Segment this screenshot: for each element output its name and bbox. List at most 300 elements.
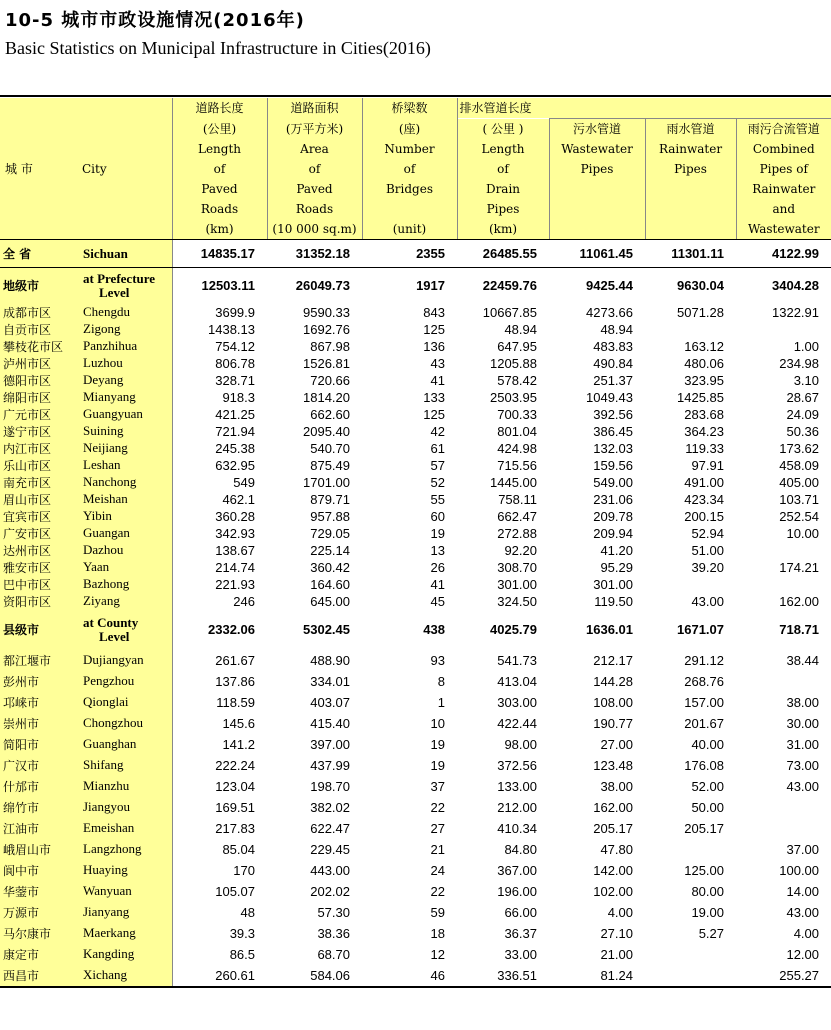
value-cell: 142.00 bbox=[593, 862, 633, 878]
table-row bbox=[0, 321, 831, 338]
header-bridges-unit-cn: (座) bbox=[362, 119, 457, 140]
value-cell: 138.67 bbox=[215, 542, 255, 558]
value-cell bbox=[736, 818, 831, 839]
value-cell: 443.00 bbox=[310, 862, 350, 878]
table-row bbox=[0, 734, 831, 755]
value-cell: 119.33 bbox=[685, 440, 724, 456]
top-rule bbox=[0, 95, 831, 97]
city-cn: 内江市区 bbox=[0, 440, 77, 457]
city-en: Mianyang bbox=[77, 389, 172, 406]
value-cell: 22 bbox=[430, 799, 445, 815]
city-en: Meishan bbox=[77, 491, 172, 508]
value-cell: 66.00 bbox=[504, 904, 537, 920]
value-cell: 123.04 bbox=[215, 778, 255, 794]
value-cell: 43 bbox=[430, 355, 445, 371]
value-cell: 1917 bbox=[416, 278, 445, 294]
value-cell: 27.10 bbox=[600, 925, 633, 941]
value-cell: 59 bbox=[430, 904, 445, 920]
city-cn: 广安市区 bbox=[0, 525, 77, 542]
city-en: Panzhihua bbox=[77, 338, 172, 355]
city-en: Jiangyou bbox=[77, 797, 172, 818]
value-cell: 10 bbox=[430, 715, 445, 731]
value-cell: 1692.76 bbox=[303, 321, 350, 337]
header-city-en: City bbox=[77, 98, 172, 240]
value-cell: 801.04 bbox=[497, 423, 537, 439]
table-row bbox=[0, 576, 831, 593]
city-en: Maerkang bbox=[77, 923, 172, 944]
city-cn: 绵竹市 bbox=[0, 797, 77, 818]
value-cell: 190.77 bbox=[593, 715, 633, 731]
value-cell: 103.71 bbox=[779, 491, 820, 507]
city-en: Sichuan bbox=[77, 240, 172, 268]
value-cell: 662.60 bbox=[310, 406, 350, 422]
value-cell: 1526.81 bbox=[303, 355, 350, 371]
header-rain-en-1: Rainwater bbox=[645, 139, 736, 159]
city-en-line2: Level bbox=[99, 284, 130, 300]
value-cell: 85.04 bbox=[222, 841, 255, 857]
value-cell: 26049.73 bbox=[295, 278, 350, 294]
value-cell: 843 bbox=[423, 304, 445, 320]
value-cell: 662.47 bbox=[497, 508, 537, 524]
value-cell: 33.00 bbox=[504, 946, 537, 962]
city-cn: 西昌市 bbox=[0, 965, 77, 986]
table-row bbox=[0, 818, 831, 839]
value-cell: 5.27 bbox=[698, 925, 724, 941]
value-cell: 201.67 bbox=[684, 715, 724, 731]
value-cell: 47.80 bbox=[600, 841, 633, 857]
value-cell: 1671.07 bbox=[677, 622, 724, 637]
value-cell: 176.08 bbox=[684, 757, 724, 773]
table-row bbox=[0, 755, 831, 776]
value-cell: 13 bbox=[430, 542, 445, 558]
value-cell: 622.47 bbox=[310, 820, 350, 836]
value-cell: 38.00 bbox=[786, 694, 820, 710]
header-bridges-en-3: Bridges bbox=[362, 179, 457, 199]
header-area-cn: 道路面积 bbox=[267, 98, 362, 119]
value-cell: 10.00 bbox=[786, 525, 820, 541]
value-cell: 198.70 bbox=[310, 778, 350, 794]
city-en: Guangyuan bbox=[77, 406, 172, 423]
value-cell: 413.04 bbox=[497, 673, 537, 689]
value-cell: 632.95 bbox=[215, 457, 255, 473]
value-cell: 68.70 bbox=[317, 946, 350, 962]
header-bridges-en-1: Number bbox=[362, 139, 457, 159]
value-cell: 700.33 bbox=[497, 406, 537, 422]
value-cell: 95.29 bbox=[600, 559, 633, 575]
value-cell: 27 bbox=[430, 820, 445, 836]
table-row bbox=[0, 491, 831, 508]
header-combined-en-2: Pipes of bbox=[736, 159, 831, 179]
value-cell: 50.00 bbox=[691, 799, 724, 815]
value-cell: 1425.85 bbox=[677, 389, 724, 405]
value-cell: 437.99 bbox=[310, 757, 350, 773]
city-cn: 南充市区 bbox=[0, 474, 77, 491]
value-cell: 386.45 bbox=[593, 423, 633, 439]
table-row bbox=[0, 692, 831, 713]
value-cell: 209.94 bbox=[593, 525, 633, 541]
value-cell: 196.00 bbox=[497, 883, 537, 899]
value-cell: 217.83 bbox=[215, 820, 255, 836]
value-cell: 52.00 bbox=[691, 778, 724, 794]
table-row bbox=[0, 240, 831, 268]
table-row bbox=[0, 423, 831, 440]
value-cell: 421.25 bbox=[215, 406, 255, 422]
value-cell: 173.62 bbox=[779, 440, 820, 456]
infrastructure-table bbox=[0, 98, 831, 986]
value-cell: 11301.11 bbox=[645, 240, 736, 268]
header-roads-unit-cn: (公里) bbox=[172, 119, 267, 140]
value-cell: 458.09 bbox=[779, 457, 820, 473]
value-cell bbox=[645, 321, 736, 338]
value-cell: 540.70 bbox=[310, 440, 350, 456]
city-en: Luzhou bbox=[77, 355, 172, 372]
value-cell: 205.17 bbox=[593, 820, 633, 836]
value-cell: 97.91 bbox=[691, 457, 724, 473]
value-cell: 48.94 bbox=[504, 321, 537, 337]
value-cell: 39.3 bbox=[229, 925, 255, 941]
value-cell: 255.27 bbox=[779, 967, 820, 983]
value-cell: 405.00 bbox=[779, 474, 820, 490]
value-cell: 875.49 bbox=[310, 457, 350, 473]
value-cell: 12 bbox=[430, 946, 445, 962]
value-cell: 308.70 bbox=[497, 559, 537, 575]
header-city-cn: 城 市 bbox=[0, 98, 77, 240]
value-cell bbox=[736, 321, 831, 338]
value-cell: 19 bbox=[430, 736, 445, 752]
city-en: Nanchong bbox=[77, 474, 172, 491]
value-cell: 328.71 bbox=[215, 372, 255, 388]
city-en: Huaying bbox=[77, 860, 172, 881]
city-en: Kangding bbox=[77, 944, 172, 965]
value-cell: 14835.17 bbox=[172, 240, 267, 268]
value-cell: 252.54 bbox=[779, 508, 820, 524]
city-en: Guangan bbox=[77, 525, 172, 542]
value-cell: 81.24 bbox=[600, 967, 633, 983]
value-cell: 38.00 bbox=[600, 778, 633, 794]
value-cell: 102.00 bbox=[593, 883, 633, 899]
city-en: Emeishan bbox=[77, 818, 172, 839]
value-cell bbox=[736, 542, 831, 559]
value-cell: 162.00 bbox=[779, 593, 820, 609]
value-cell: 718.71 bbox=[779, 622, 820, 637]
value-cell: 19 bbox=[430, 525, 445, 541]
value-cell: 9630.04 bbox=[677, 278, 724, 294]
value-cell: 1.00 bbox=[793, 338, 820, 354]
value-cell: 403.07 bbox=[310, 694, 350, 710]
header-drain-unit-cn: ( 公里 ) bbox=[457, 119, 549, 140]
value-cell: 26485.55 bbox=[457, 240, 549, 268]
table-header bbox=[0, 98, 831, 240]
value-cell: 245.38 bbox=[215, 440, 255, 456]
header-bridges-unit: (unit) bbox=[362, 219, 457, 240]
city-cn: 康定市 bbox=[0, 944, 77, 965]
value-cell: 1814.20 bbox=[303, 389, 350, 405]
value-cell: 159.56 bbox=[593, 457, 633, 473]
header-rain-en-2: Pipes bbox=[645, 159, 736, 179]
city-cn: 遂宁市区 bbox=[0, 423, 77, 440]
header-combined-en-4: and bbox=[736, 199, 831, 219]
value-cell: 12.00 bbox=[786, 946, 820, 962]
value-cell: 1049.43 bbox=[586, 389, 633, 405]
value-cell: 157.00 bbox=[684, 694, 724, 710]
header-combined-en-1: Combined bbox=[736, 139, 831, 159]
value-cell: 51.00 bbox=[691, 542, 724, 558]
table-row bbox=[0, 902, 831, 923]
header-area-en-2: of bbox=[267, 159, 362, 179]
city-cn: 自贡市区 bbox=[0, 321, 77, 338]
value-cell: 729.05 bbox=[310, 525, 350, 541]
value-cell: 108.00 bbox=[593, 694, 633, 710]
city-cn: 万源市 bbox=[0, 902, 77, 923]
city-en: Yibin bbox=[77, 508, 172, 525]
value-cell: 30.00 bbox=[786, 715, 820, 731]
value-cell: 50.36 bbox=[786, 423, 820, 439]
city-cn: 峨眉山市 bbox=[0, 839, 77, 860]
header-bridges-en-2: of bbox=[362, 159, 457, 179]
table-row bbox=[0, 508, 831, 525]
table-row bbox=[0, 525, 831, 542]
value-cell: 48 bbox=[240, 904, 255, 920]
value-cell: 209.78 bbox=[593, 508, 633, 524]
header-drain-top: 排水管道长度 bbox=[457, 98, 831, 119]
value-cell: 647.95 bbox=[497, 338, 537, 354]
city-cn: 绵阳市区 bbox=[0, 389, 77, 406]
value-cell: 234.98 bbox=[779, 355, 820, 371]
value-cell: 867.98 bbox=[310, 338, 350, 354]
value-cell: 3.10 bbox=[793, 372, 820, 388]
value-cell: 260.61 bbox=[215, 967, 255, 983]
value-cell: 806.78 bbox=[215, 355, 255, 371]
value-cell: 22459.76 bbox=[482, 278, 537, 294]
value-cell: 174.21 bbox=[779, 559, 820, 575]
city-en bbox=[77, 268, 172, 304]
table-row bbox=[0, 610, 831, 650]
value-cell: 9590.33 bbox=[303, 304, 350, 320]
value-cell: 1636.01 bbox=[586, 622, 633, 637]
city-en: Ziyang bbox=[77, 593, 172, 610]
city-en: Langzhong bbox=[77, 839, 172, 860]
value-cell: 22 bbox=[430, 883, 445, 899]
value-cell: 214.74 bbox=[215, 559, 255, 575]
value-cell: 415.40 bbox=[310, 715, 350, 731]
header-area-en-3: Paved bbox=[267, 179, 362, 199]
city-en: Pengzhou bbox=[77, 671, 172, 692]
value-cell: 9425.44 bbox=[586, 278, 633, 294]
value-cell: 438 bbox=[423, 622, 445, 637]
city-cn: 达州市区 bbox=[0, 542, 77, 559]
table-row bbox=[0, 406, 831, 423]
page-title-en: Basic Statistics on Municipal Infrastructure in Cities(2016) bbox=[5, 38, 431, 58]
city-cn: 眉山市区 bbox=[0, 491, 77, 508]
value-cell: 360.28 bbox=[215, 508, 255, 524]
value-cell: 100.00 bbox=[779, 862, 820, 878]
value-cell: 200.15 bbox=[684, 508, 724, 524]
table-row bbox=[0, 355, 831, 372]
city-cn: 邛崃市 bbox=[0, 692, 77, 713]
value-cell: 754.12 bbox=[215, 338, 255, 354]
table-row bbox=[0, 559, 831, 576]
value-cell: 205.17 bbox=[684, 820, 724, 836]
value-cell: 26 bbox=[430, 559, 445, 575]
city-cn: 都江堰市 bbox=[0, 650, 77, 671]
city-cn: 泸州市区 bbox=[0, 355, 77, 372]
value-cell: 123.48 bbox=[593, 757, 633, 773]
table-row bbox=[0, 593, 831, 610]
value-cell: 1322.91 bbox=[772, 304, 820, 320]
value-cell: 1 bbox=[437, 694, 445, 710]
value-cell: 212.17 bbox=[593, 652, 633, 668]
value-cell: 382.02 bbox=[310, 799, 350, 815]
value-cell: 246 bbox=[233, 593, 255, 609]
value-cell: 225.14 bbox=[310, 542, 350, 558]
city-en: Jianyang bbox=[77, 902, 172, 923]
header-roads-en-3: Paved bbox=[172, 179, 267, 199]
value-cell: 645.00 bbox=[310, 593, 350, 609]
city-en: Qionglai bbox=[77, 692, 172, 713]
city-en: Leshan bbox=[77, 457, 172, 474]
header-roads-en-2: of bbox=[172, 159, 267, 179]
value-cell: 480.06 bbox=[684, 355, 724, 371]
value-cell bbox=[645, 839, 736, 860]
value-cell bbox=[736, 797, 831, 818]
value-cell: 119.50 bbox=[594, 593, 633, 609]
city-en: Suining bbox=[77, 423, 172, 440]
value-cell: 36.37 bbox=[504, 925, 537, 941]
header-roads-en-1: Length bbox=[172, 139, 267, 159]
table-row bbox=[0, 304, 831, 321]
value-cell: 41 bbox=[430, 576, 445, 592]
city-cn: 什邡市 bbox=[0, 776, 77, 797]
value-cell: 73.00 bbox=[786, 757, 820, 773]
value-cell: 918.3 bbox=[222, 389, 255, 405]
value-cell: 392.56 bbox=[593, 406, 633, 422]
city-cn: 雅安市区 bbox=[0, 559, 77, 576]
value-cell: 43.00 bbox=[786, 778, 820, 794]
value-cell: 43.00 bbox=[786, 904, 820, 920]
table-row bbox=[0, 965, 831, 986]
city-cn: 彭州市 bbox=[0, 671, 77, 692]
header-roads-unit: (km) bbox=[172, 219, 267, 240]
city-cn: 简阳市 bbox=[0, 734, 77, 755]
city-en: Wanyuan bbox=[77, 881, 172, 902]
value-cell: 133.00 bbox=[497, 778, 537, 794]
value-cell: 212.00 bbox=[497, 799, 537, 815]
value-cell: 92.20 bbox=[504, 542, 537, 558]
value-cell: 2355 bbox=[362, 240, 457, 268]
city-en: Bazhong bbox=[77, 576, 172, 593]
header-wastewater-cn: 污水管道 bbox=[549, 119, 645, 140]
value-cell: 424.98 bbox=[497, 440, 537, 456]
value-cell: 125 bbox=[423, 406, 445, 422]
city-en: Dazhou bbox=[77, 542, 172, 559]
city-en-line1: at Prefecture bbox=[83, 270, 156, 286]
city-en: Guanghan bbox=[77, 734, 172, 755]
city-cn: 巴中市区 bbox=[0, 576, 77, 593]
value-cell: 136 bbox=[423, 338, 445, 354]
header-area-en-1: Area bbox=[267, 139, 362, 159]
table-row bbox=[0, 389, 831, 406]
value-cell: 758.11 bbox=[498, 491, 537, 507]
value-cell: 721.94 bbox=[215, 423, 255, 439]
value-cell: 334.01 bbox=[310, 673, 350, 689]
value-cell: 133 bbox=[423, 389, 445, 405]
value-cell: 24 bbox=[430, 862, 445, 878]
value-cell bbox=[645, 944, 736, 965]
value-cell: 8 bbox=[437, 673, 445, 689]
value-cell: 3404.28 bbox=[772, 278, 820, 294]
table-body bbox=[0, 240, 831, 986]
value-cell: 715.56 bbox=[497, 457, 537, 473]
city-cn: 地级市 bbox=[0, 268, 77, 304]
value-cell: 41 bbox=[430, 372, 445, 388]
value-cell: 105.07 bbox=[215, 883, 255, 899]
city-cn: 阆中市 bbox=[0, 860, 77, 881]
city-cn: 马尔康市 bbox=[0, 923, 77, 944]
city-en: Zigong bbox=[77, 321, 172, 338]
value-cell: 137.86 bbox=[215, 673, 255, 689]
value-cell: 37 bbox=[430, 778, 445, 794]
value-cell: 336.51 bbox=[497, 967, 537, 983]
value-cell: 490.84 bbox=[593, 355, 633, 371]
value-cell: 18 bbox=[430, 925, 445, 941]
city-en: Chongzhou bbox=[77, 713, 172, 734]
header-drain-en-3: Drain bbox=[457, 179, 549, 199]
value-cell: 170 bbox=[233, 862, 255, 878]
header-drain-unit: (km) bbox=[457, 219, 549, 240]
table-row bbox=[0, 650, 831, 671]
table-row bbox=[0, 268, 831, 304]
value-cell: 38.44 bbox=[786, 652, 820, 668]
city-en: Dujiangyan bbox=[77, 650, 172, 671]
value-cell: 5302.45 bbox=[303, 622, 350, 637]
value-cell: 957.88 bbox=[310, 508, 350, 524]
value-cell: 1445.00 bbox=[490, 474, 537, 490]
value-cell: 410.34 bbox=[497, 820, 537, 836]
value-cell: 169.51 bbox=[215, 799, 255, 815]
value-cell: 342.93 bbox=[215, 525, 255, 541]
value-cell: 324.50 bbox=[497, 593, 537, 609]
value-cell: 21 bbox=[430, 841, 445, 857]
value-cell: 268.76 bbox=[684, 673, 724, 689]
city-en: Deyang bbox=[77, 372, 172, 389]
value-cell: 879.71 bbox=[310, 491, 350, 507]
table-row bbox=[0, 338, 831, 355]
value-cell: 231.06 bbox=[593, 491, 633, 507]
city-cn: 乐山市区 bbox=[0, 457, 77, 474]
value-cell: 52 bbox=[430, 474, 445, 490]
table-row bbox=[0, 839, 831, 860]
value-cell: 367.00 bbox=[497, 862, 537, 878]
value-cell: 11061.45 bbox=[549, 240, 645, 268]
city-cn: 宜宾市区 bbox=[0, 508, 77, 525]
value-cell: 4.00 bbox=[607, 904, 633, 920]
header-area-unit: (10 000 sq.m) bbox=[267, 219, 362, 240]
value-cell bbox=[645, 965, 736, 986]
header-area-en-4: Roads bbox=[267, 199, 362, 219]
value-cell: 57.30 bbox=[317, 904, 350, 920]
value-cell: 24.09 bbox=[786, 406, 820, 422]
value-cell: 43.00 bbox=[691, 593, 724, 609]
city-en: Neijiang bbox=[77, 440, 172, 457]
city-en-line2: Level bbox=[99, 628, 130, 644]
header-drain-en-4: Pipes bbox=[457, 199, 549, 219]
table-row bbox=[0, 542, 831, 559]
city-en bbox=[77, 610, 172, 650]
value-cell: 397.00 bbox=[310, 736, 350, 752]
city-en: Chengdu bbox=[77, 304, 172, 321]
value-cell: 19 bbox=[430, 757, 445, 773]
table-row bbox=[0, 440, 831, 457]
